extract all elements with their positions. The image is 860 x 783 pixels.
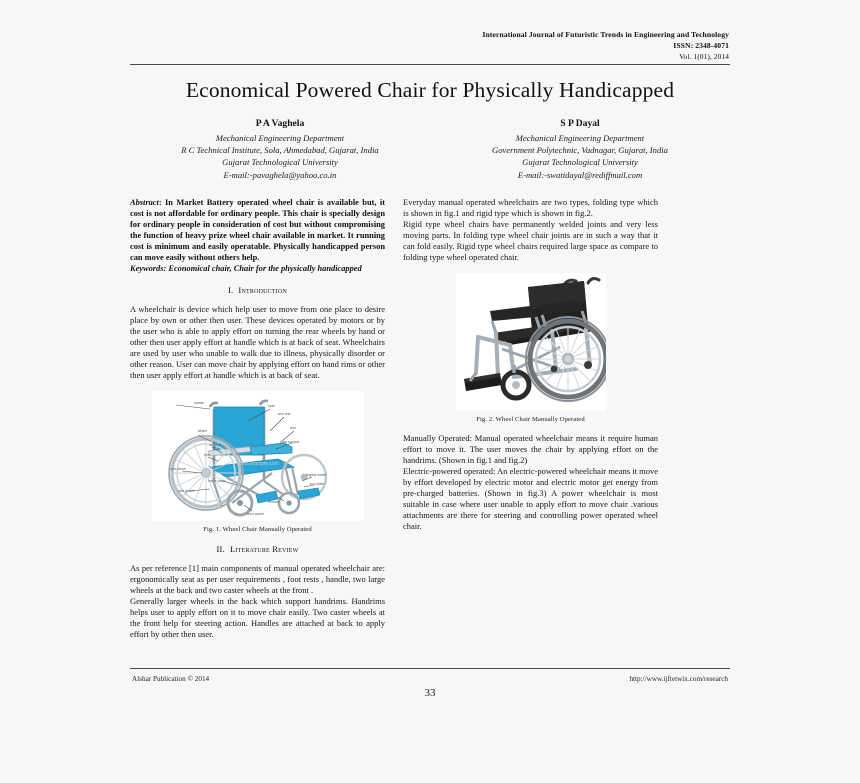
wheelchair-blue-diagram-icon — [152, 391, 364, 521]
author-university: Gujarat Technological University — [522, 157, 638, 168]
figure-1-caption: Fig. 1. Wheel Chair Manually Operated — [203, 526, 312, 534]
svg-text:frame parts: frame parts — [207, 479, 225, 484]
page-number: 33 — [424, 687, 436, 699]
literature-paragraph-1: As per reference [1] main components of manual operated wheelchair are: ergonomically seat as per user requirements , foot rests , handle, two large wheels at the back and two caster wheels at the front . — [130, 563, 385, 596]
author-column-2 — [430, 117, 730, 181]
svg-text:back support: back support — [279, 440, 299, 445]
left-column — [130, 197, 385, 641]
footer-url[interactable]: http://www.ijftetwix.com/research — [629, 675, 728, 683]
journal-issn: ISSN: 2348-4071 — [673, 40, 729, 50]
author-university: Gujarat Technological University — [222, 157, 338, 168]
svg-text:wheel: wheel — [197, 429, 207, 434]
header-divider — [130, 64, 730, 65]
right-column — [403, 197, 658, 641]
figure-1-image — [152, 391, 364, 521]
svg-text:www.example.com: www.example.com — [236, 461, 279, 468]
right-paragraph-3: Manually Operated: Manual operated wheelchair means it require human effort to move it. The user moves the chair by applying effort on the handrims. (Shown in fig.1 and fig.2) — [403, 433, 658, 466]
author-department: Mechanical Engineering Department — [515, 132, 645, 143]
journal-name: International Journal of Futuristic Trends in Engineering and Technology — [482, 30, 729, 39]
author-name: S P Dayal — [560, 117, 600, 129]
author-institute: Government Polytechnic, Vadnagar, Gujarat, India — [492, 145, 668, 156]
footer — [130, 675, 730, 715]
section-title: Literature Review — [229, 544, 299, 555]
right-paragraph-1: Everyday manual operated wheelchairs are two types, folding type which is shown in fig.1 and rigid type which is shown in fig.2. — [403, 196, 658, 218]
author-institute: R C Technical Institute, Sola, Ahmedabad, Gujarat, India — [181, 145, 379, 156]
svg-text:arm rest: arm rest — [277, 412, 290, 417]
figure-2-image — [456, 273, 606, 411]
svg-text:arm: arm — [289, 426, 296, 431]
footer-divider — [130, 668, 730, 669]
section-heading-introduction — [130, 285, 385, 295]
svg-text:side guard: side guard — [177, 489, 194, 494]
section-heading-literature-review — [130, 544, 385, 554]
svg-text:front caster: front caster — [246, 512, 264, 517]
author-email: E-mail:-pavaghela@yahoo.co.in — [223, 169, 337, 180]
svg-text:footrest: footrest — [267, 500, 279, 505]
journal-header — [130, 30, 730, 62]
right-paragraph-2: Rigid type wheel chairs have permanently welded joints and very less moving parts. In folding type wheel chair joints are in such a way that it can fold easily. Rigid type wheel chairs required large space as compare to folding type wheel operated chair. — [403, 218, 658, 262]
footer-region — [130, 668, 730, 715]
figure-2-caption: Fig. 2. Wheel Chair Manually Operated — [476, 416, 585, 423]
svg-text:handrim: handrim — [208, 443, 221, 448]
section-number: I. — [227, 284, 234, 295]
svg-text:tyre: tyre — [203, 453, 210, 458]
abstract-text: : In Market Battery operated wheel chair is available but, it cost is not affordable for ordinary people. This chair is specially design for ordinary people in consideration of cost but without compromising the function of heavy prize wheel chair available in market. It running cost is minimum and easily operatable. Physically handicapped person can move easily without others help. — [130, 197, 385, 262]
author-block — [130, 117, 730, 181]
right-paragraph-4: Electric-powered operated: An electric-powered wheelchair means it move by effort developed by electric motor and electric motor get energy from pre-charged batteries. (Shown in fig.3) A power wheelchair is most suitable in case where user unable to apply effort to move chair .various attachments are there for steering and controlling power operated wheel chair. — [403, 466, 658, 532]
journal-volume: Vol. 1(01), 2014 — [679, 51, 729, 61]
svg-text:seat: seat — [267, 404, 274, 409]
figure-1-wrapper — [130, 391, 385, 533]
wheelchair-photo-icon — [456, 273, 606, 411]
section-number: II. — [216, 544, 225, 555]
page-title: Economical Powered Chair for Physically Handicapped — [185, 78, 675, 103]
author-name: P A Vaghela — [255, 117, 305, 129]
svg-text:legrest holder: legrest holder — [305, 473, 327, 478]
abstract-label: Abstract — [130, 197, 159, 207]
footer-publisher: Alshar Publication © 2014 — [132, 675, 210, 683]
svg-text:foot plate: foot plate — [309, 482, 324, 487]
abstract-paragraph — [130, 197, 385, 263]
svg-text:handle: handle — [193, 401, 204, 406]
section-title: Introduction — [238, 284, 287, 295]
svg-text:rear wheel: rear wheel — [169, 467, 186, 472]
author-email: E-mail:-swatidayal@rediffmail.com — [517, 169, 643, 180]
paper-sheet — [130, 30, 730, 753]
author-department: Mechanical Engineering Department — [215, 132, 345, 143]
figure-2-wrapper — [403, 273, 658, 423]
author-column-1 — [130, 117, 430, 181]
literature-paragraph-2: Generally larger wheels in the back which support handrims. Handrims helps user to apply effort on it to move chair easily. Two caster wheels at the front help for steering action. Handles are attached at back to apply effort by other then user. — [130, 596, 385, 640]
introduction-paragraph: A wheelchair is device which help user to move from one place to desire place by own or other then user. These devices operated by motors or by the user who is able to apply effort on turning the rear wheels by hand or other then user apply effort at handle which is at back of seat. Wheelchairs are used by user who unable to walk due to illness, physically disorder or other reason. User can move chair by applying effort on hand rims or other then user apply effort at handle which is at back of seat. — [130, 303, 385, 380]
body-columns — [130, 197, 730, 641]
keywords-line: Keywords: Economical chair, Chair for the physically handicapped — [130, 263, 362, 273]
